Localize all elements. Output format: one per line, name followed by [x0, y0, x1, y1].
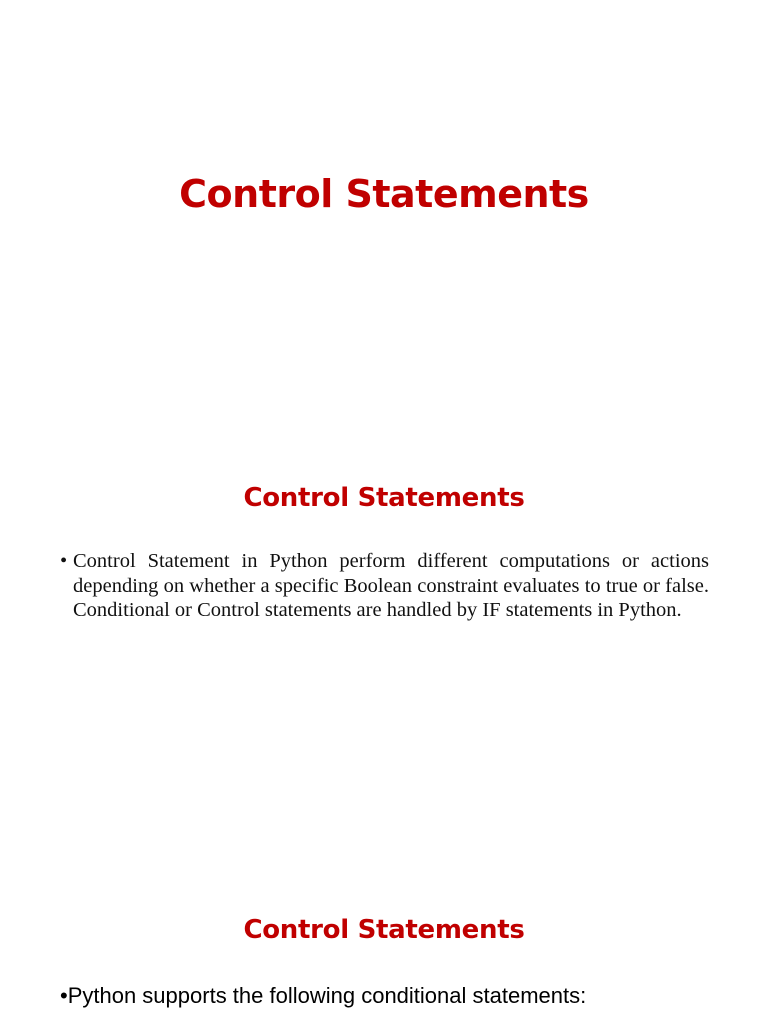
- conditional-bullet: [60, 982, 760, 1010]
- definition-bullet: [60, 549, 709, 623]
- definition-text: Control Statement in Python perform different computations or actions depending on whether a specific Boolean constraint evaluates to true or false. Conditional or Control statements are handled by IF statements in Python.: [73, 550, 709, 621]
- bullet-marker: •: [60, 550, 68, 572]
- slide-title: [0, 0, 768, 432]
- bullet-marker: •: [60, 983, 68, 1008]
- slide-3-title: Control Statements: [243, 915, 525, 945]
- slide-2-title: Control Statements: [243, 483, 525, 513]
- slide-conditional-list: [0, 864, 768, 1024]
- slide-definition: [0, 432, 768, 864]
- slide-1-title: Control Statements: [179, 172, 589, 216]
- conditional-text: Python supports the following conditional statements:: [67, 983, 587, 1008]
